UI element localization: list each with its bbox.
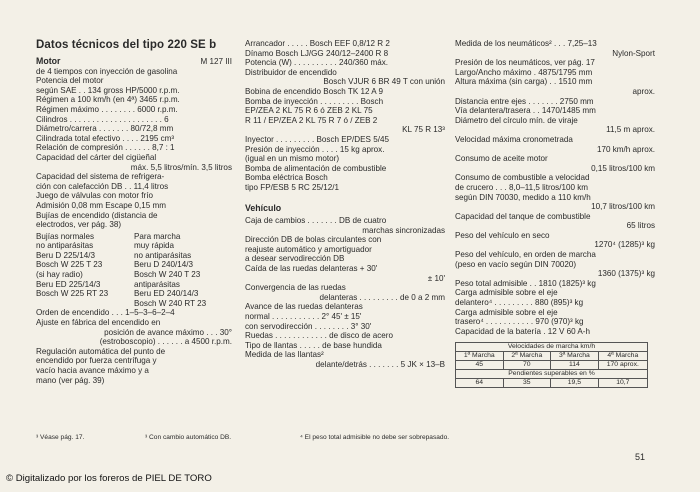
spec-line: vacío hacia avance máximo y a [36,366,149,375]
vehicle-spec-lines [245,216,445,370]
spec-line: Arrancador . . . . . Bosch EEF 0,8/12 R 2 [245,39,390,48]
footnote-2: ³ Con cambio automático DB. [145,434,232,441]
gear-4-label: 4ª Marcha [598,352,647,361]
spec-line: Diámetro del círculo mín. de viraje [455,115,578,125]
spec-line: R 11 / EP/ZEA 2 KL 75 R 7 ó / ZEB 2 [245,115,378,125]
spec-line: Capacidad del sistema de refrigera- [36,172,165,182]
spec-line: Orden de encendido . . . 1–5–3–6–2–4 [36,308,175,318]
spec-line: Peso total admisible . . 1810 (1825)³ kg [455,278,596,288]
spec-line: reajuste automático y amortiguador [245,244,372,254]
spec-line: Velocidad máxima cronometrada [455,134,573,144]
spec-line: Cilindros . . . . . . . . . . . . . . . . . . . . . 6 [36,114,169,124]
spec-line: antiparásitas [134,279,180,289]
digitization-credit: © Digitalizado por los foreros de PIEL DE TORO [6,473,212,484]
spec-line: electrodos, ver pág. 38) [36,220,122,230]
spec-line: Beru D 225/14/3 [36,250,95,260]
engine-spec-lines [36,67,232,230]
spec-line: muy rápida [134,241,175,251]
spec-line: Diámetro/carrera . . . . . . . 80/72,8 mm [36,124,174,134]
spec-line: Admisión 0,08 mm Escape 0,15 mm [36,200,167,210]
spec-line: con servodirección . . . . . . . . 3° 30' [245,321,372,331]
spec-line: EP/ZEA 2 KL 75 R 6 ó ZEB 2 KL 75 [245,106,373,116]
spec-line: Distribuidor de encendido [245,67,337,77]
spec-line: Tipo de llantas . . . . . de base hundida [245,340,382,350]
spec-line: no antiparásitas [36,241,94,251]
spec-line: Régimen máximo . . . . . . . . 6000 r.p.m. [36,104,178,114]
spec-line: Avance de las ruedas delanteras [245,302,363,312]
spec-line: Bosch W 225 T 23 [36,260,103,270]
spec-line: Altura máxima (sin carga) . . 1510 mm [455,77,593,87]
spec-line: trasero⁴ . . . . . . . . . . . 970 (970)³ kg [455,317,584,327]
spark-plug-left-column [36,232,134,309]
spec-line: Ajuste en fábrica del encendido en [36,318,161,328]
spec-line: (igual en un mismo motor) [245,154,340,164]
spec-line: a desear servodirección DB [245,254,345,264]
spec-line: (si hay radio) [36,270,83,280]
spec-line: Bomba eléctrica Bosch [245,173,328,183]
dimension-spec-lines [455,39,655,336]
spec-line: ± 10' [427,273,445,283]
spec-line: normal . . . . . . . . . . . 2° 45' ± 15' [245,312,362,322]
gear-1-label: 1ª Marcha [456,352,504,361]
spec-line: 1360 (1375)³ kg [597,269,655,279]
spec-line: Peso del vehículo, en orden de marcha [455,250,596,260]
spec-line: Dínamo Bosch LJ/GG 240/12–2400 R 8 [245,48,389,58]
spec-line: Juego de válvulas con motor frío [36,191,153,201]
spec-line: encendido por fuerza centrífuga y [36,356,157,366]
spec-line: Caída de las ruedas delanteras + 30' [245,264,378,274]
gear-4-slope: 10,7 [598,379,647,388]
spec-line: Consumo de combustible a velocidad [455,173,590,183]
spec-line: Bosch VJUR 6 BR 49 T con unión [323,77,445,87]
spec-line: Inyector . . . . . . . . . Bosch EP/DES 5/45 [245,134,389,144]
motor-heading-row [36,57,232,67]
spec-line: Vía delantera/trasera . . 1470/1485 mm [455,106,596,116]
spec-line: Régimen a 100 km/h (en 4ª) 3465 r.p.m. [36,95,180,105]
gear-1-speed: 45 [456,361,504,370]
gear-1-slope: 64 [456,379,504,388]
spec-line: 170 km/h aprox. [596,144,655,154]
spec-line: Potencia (W) . . . . . . . . . . 240/360 máx. [245,58,389,68]
spec-line: según SAE . . 134 gross HP/5000 r.p.m. [36,85,180,95]
spec-line: Bomba de alimentación de combustible [245,163,387,173]
spec-line: Beru ED 225/14/3 [36,279,101,289]
spec-line: Convergencia de las ruedas [245,283,346,293]
spec-line: Bomba de inyección . . . . . . . . . Bosch [245,96,384,106]
engine-specs-column [36,57,232,385]
spec-line: según DIN 70030, medido a 110 km/h [455,192,591,202]
spec-line: Bosch W 240 T 23 [134,270,201,280]
page-number: 51 [635,452,646,462]
spec-line: 10,7 litros/100 km [591,202,655,212]
spec-line: 0,15 litros/100 km [591,163,655,173]
spec-line: marchas sincronizadas [362,225,445,235]
page-title: Datos técnicos del tipo 220 SE b [36,39,217,51]
spec-line: Potencia del motor [36,76,104,86]
spec-line: Medida de los neumáticos² . . . 7,25–13 [455,39,597,48]
spec-line: 11,5 m aprox. [606,125,655,135]
spec-line: Presión de inyección . . . . 15 kg aprox. [245,144,385,154]
spec-line: Consumo de aceite motor [455,154,548,164]
spec-line: Peso del vehículo en seco [455,230,550,240]
spec-line: tipo FP/ESB 5 RC 25/12/1 [245,182,340,192]
dimensions-weights-column [455,39,655,388]
ignition-spec-lines [36,308,232,385]
spec-line: Bosch W 225 RT 23 [36,289,109,299]
spec-line: no antiparásitas [134,250,192,260]
spec-line: Carga admisible sobre el eje [455,307,558,317]
spec-line: mano (ver pág. 39) [36,375,105,385]
speed-table-header: Velocidades de marcha km/h [456,343,648,352]
gear-2-label: 2ª Marcha [503,352,551,361]
spec-line: de 4 tiempos con inyección de gasolina [36,66,178,76]
spec-line: delantero⁴ . . . . . . . . . 880 (895)³ kg [455,298,584,308]
spec-line: Medida de las llantas² [245,350,324,360]
spec-line: delanteras . . . . . . . . . de 0 a 2 mm [319,292,445,302]
spec-line: Bujías normales [36,231,95,241]
spec-line: Ruedas . . . . . . . . . . . . de disco de acero [245,331,394,341]
slope-table-header: Pendientes superables en % [456,370,648,379]
spec-line: delante/detrás . . . . . . . 5 JK × 13–B [315,360,445,369]
speed-gradient-table [455,342,648,388]
spec-line: Bosch W 240 RT 23 [134,298,207,308]
spec-line: ción con calefacción DB . . 11,4 litros [36,181,169,191]
gear-3-speed: 114 [551,361,599,370]
spec-line: Capacidad del tanque de combustible [455,211,591,221]
spec-line: Beru ED 240/14/3 [134,289,199,299]
spec-line: (estroboscopio) . . . . . . a 4500 r.p.m. [99,337,232,347]
spec-line: Largo/Ancho máximo . 4875/1795 mm [455,67,593,77]
motor-model: M 127 III [200,57,232,66]
footnote-1: ³ Véase pág. 17. [36,434,85,441]
spec-line: 65 litros [626,221,655,231]
spec-line: Beru D 240/14/3 [134,260,193,270]
spec-line: Cilindrada total efectivo . . . . 2195 cm³ [36,133,175,143]
spec-line: máx. 5,5 litros/mín. 3,5 litros [130,162,232,172]
spark-plug-right-column [134,232,232,309]
spec-line: Regulación automática del punto de [36,346,166,356]
spec-line: Nylon-Sport [612,48,655,58]
spec-line: Capacidad de la batería . 12 V 60 A-h [455,326,590,336]
spec-line: Carga admisible sobre el eje [455,288,558,298]
gear-4-speed: 170 aprox. [598,361,647,370]
gear-2-slope: 35 [503,379,551,388]
electrical-spec-lines [245,39,445,193]
spec-line: Caja de cambios . . . . . . . DB de cuatro [245,216,387,226]
gear-3-label: 3ª Marcha [551,352,599,361]
spec-line: posición de avance máximo . . . 30° [104,327,232,337]
spec-line: 1270⁴ (1285)³ kg [594,240,655,250]
spec-line: Bobina de encendido Bosch TK 12 A 9 [245,86,383,96]
vehicle-heading: Vehículo [245,202,282,213]
spec-line: Para marcha [134,231,181,241]
motor-heading: Motor [36,56,61,66]
spec-line: Bujías de encendido (distancia de [36,210,158,220]
spec-line: Capacidad del cárter del cigüeñal [36,152,157,162]
gear-3-slope: 19,5 [551,379,599,388]
spec-line: Distancia entre ejes . . . . . . . 2750 mm [455,96,594,106]
electrical-vehicle-column [245,39,445,370]
spec-line: (peso en vacío según DIN 70020) [455,259,577,269]
spec-line: Dirección DB de bolas circulantes con [245,235,382,245]
spec-line: Relación de compresión . . . . . . 8,7 : 1 [36,143,175,153]
spec-line: de crucero . . . 8,0–11,5 litros/100 km [455,182,589,192]
footnote-3: ⁴ El peso total admisible no debe ser sobrepasado. [300,434,450,441]
spec-line: Presión de los neumáticos, ver pág. 17 [455,58,595,68]
gear-2-speed: 70 [503,361,551,370]
spec-line: KL 75 R 13³ [402,125,445,135]
spec-line: aprox. [632,86,655,96]
spark-plug-table [36,232,232,309]
